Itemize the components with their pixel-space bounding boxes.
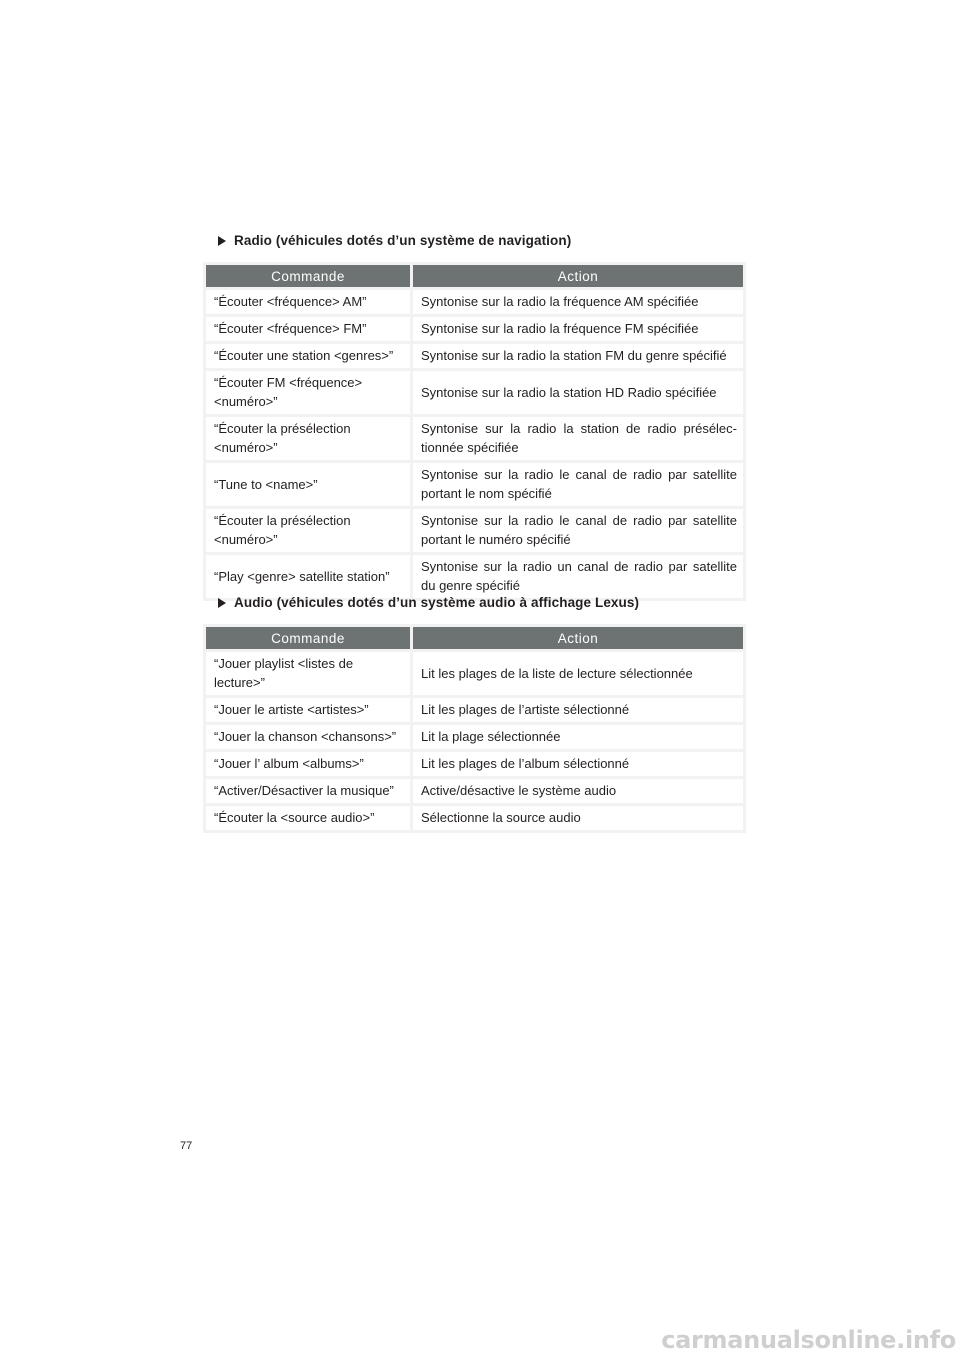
action-cell: Lit les plages de la liste de lecture sélectionnée bbox=[413, 652, 743, 695]
table-row bbox=[206, 652, 743, 695]
page-number: 77 bbox=[180, 1140, 193, 1152]
action-cell: Lit les plages de l’album sélectionné bbox=[413, 752, 743, 776]
watermark: carmanualsonline.info bbox=[661, 1326, 956, 1354]
command-cell: “Écouter <fréquence> AM” bbox=[206, 290, 410, 314]
action-cell: Syntonise sur la radio le canal de radio par satellite portant le nom spécifié bbox=[413, 463, 743, 506]
action-cell: Syntonise sur la radio la fréquence FM spécifiée bbox=[413, 317, 743, 341]
table-row bbox=[206, 463, 743, 506]
section-heading-audio bbox=[218, 595, 639, 610]
section-heading-radio bbox=[218, 233, 571, 248]
command-cell: “Écouter la présélection <numéro>” bbox=[206, 509, 410, 552]
table-row bbox=[206, 806, 743, 830]
command-cell: “Écouter <fréquence> FM” bbox=[206, 317, 410, 341]
table-row bbox=[206, 344, 743, 368]
command-cell: “Écouter une station <genres>” bbox=[206, 344, 410, 368]
section-heading-text: Radio (véhicules dotés d’un système de navigation) bbox=[234, 233, 572, 248]
command-cell: “Écouter la présélection <numéro>” bbox=[206, 417, 410, 460]
command-cell: “Jouer l’ album <albums>” bbox=[206, 752, 410, 776]
action-cell: Active/désactive le système audio bbox=[413, 779, 743, 803]
column-header-commande: Commande bbox=[206, 627, 410, 649]
table-row bbox=[206, 290, 743, 314]
action-cell: Lit les plages de l’artiste sélectionné bbox=[413, 698, 743, 722]
action-cell: Syntonise sur la radio le canal de radio par satellite portant le numéro spécifié bbox=[413, 509, 743, 552]
triangle-bullet-icon bbox=[218, 598, 226, 608]
action-cell: Syntonise sur la radio un canal de radio par satellite du genre spécifié bbox=[413, 555, 743, 598]
audio-command-table bbox=[203, 624, 746, 833]
command-cell: “Jouer playlist <listes de lecture>” bbox=[206, 652, 410, 695]
table-row bbox=[206, 509, 743, 552]
column-header-commande: Commande bbox=[206, 265, 410, 287]
table-row bbox=[206, 317, 743, 341]
command-cell: “Jouer le artiste <artistes>” bbox=[206, 698, 410, 722]
action-cell: Syntonise sur la radio la station HD Radio spécifiée bbox=[413, 371, 743, 414]
command-cell: “Écouter FM <fréquence> <numéro>” bbox=[206, 371, 410, 414]
section-heading-text: Audio (véhicules dotés d’un système audio à affichage Lexus) bbox=[234, 595, 640, 610]
table-row bbox=[206, 725, 743, 749]
radio-command-table bbox=[203, 262, 746, 601]
table-row bbox=[206, 752, 743, 776]
action-cell: Syntonise sur la radio la fréquence AM spécifiée bbox=[413, 290, 743, 314]
triangle-bullet-icon bbox=[218, 236, 226, 246]
command-cell: “Play <genre> satellite station” bbox=[206, 555, 410, 598]
action-cell: Syntonise sur la radio la station de radio présélec-tionnée spécifiée bbox=[413, 417, 743, 460]
table-row bbox=[206, 698, 743, 722]
command-cell: “Écouter la <source audio>” bbox=[206, 806, 410, 830]
column-header-action: Action bbox=[413, 265, 743, 287]
table-row bbox=[206, 779, 743, 803]
action-cell: Syntonise sur la radio la station FM du genre spécifié bbox=[413, 344, 743, 368]
command-cell: “Tune to <name>” bbox=[206, 463, 410, 506]
action-cell: Sélectionne la source audio bbox=[413, 806, 743, 830]
action-cell: Lit la plage sélectionnée bbox=[413, 725, 743, 749]
table-row bbox=[206, 417, 743, 460]
table-row bbox=[206, 555, 743, 598]
table-row bbox=[206, 371, 743, 414]
column-header-action: Action bbox=[413, 627, 743, 649]
command-cell: “Jouer la chanson <chansons>” bbox=[206, 725, 410, 749]
command-cell: “Activer/Désactiver la musique” bbox=[206, 779, 410, 803]
